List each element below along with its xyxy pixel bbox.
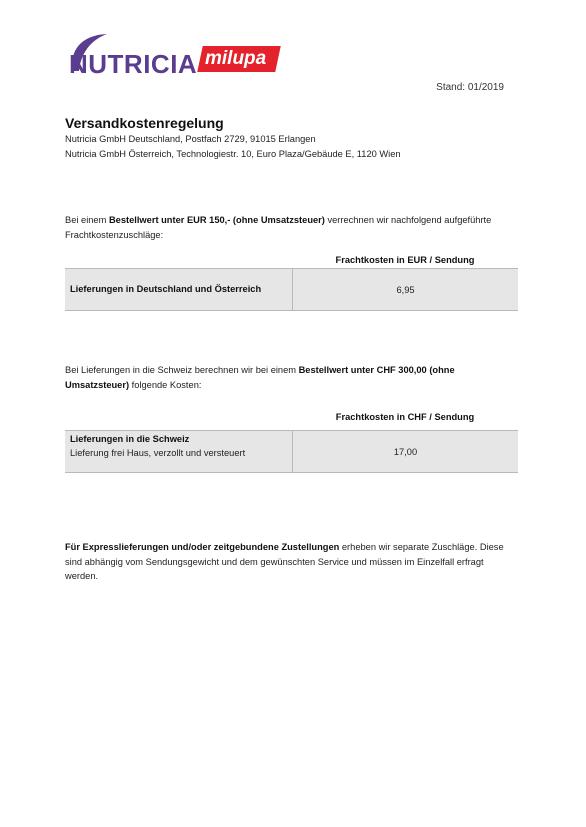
section3-bold: Für Expresslieferungen und/oder zeitgebundene Zustellungen	[65, 542, 340, 552]
section1-row-label: Lieferungen in Deutschland und Österreich	[70, 284, 262, 294]
section2-row-value: 17,00	[393, 446, 418, 457]
address-austria: Nutricia GmbH Österreich, Technologiestr. 10, Euro Plaza/Gebäude E, 1120 Wien	[65, 149, 401, 159]
section1-column-header: Frachtkosten in EUR / Sendung	[335, 255, 475, 265]
section3-express-note: Für Expresslieferungen und/oder zeitgebundene Zustellungen erheben wir separate Zuschläge. Diese sind abhängig vom Sendungsgewicht und dem gewünschten Service und müssen im Einzelfall erfragt werden.	[65, 542, 504, 581]
brand-logo	[67, 31, 282, 79]
section2-row-label: Lieferungen in die Schweiz	[70, 434, 190, 444]
section1-intro: Bei einem Bestellwert unter EUR 150,- (ohne Umsatzsteuer) verrechnen wir nachfolgend aufgeführte Frachtkostenzuschläge:	[65, 215, 492, 240]
section2-intro: Bei Lieferungen in die Schweiz berechnen wir bei einem Bestellwert unter CHF 300,00 (ohne Umsatzsteuer) folgende Kosten:	[65, 365, 455, 390]
milupa-logo-text: milupa	[205, 48, 267, 69]
section2-table	[65, 430, 518, 473]
nutricia-logo-text: NUTRICIA	[69, 49, 198, 79]
address-germany: Nutricia GmbH Deutschland, Postfach 2729, 91015 Erlangen	[65, 134, 316, 144]
section1-row-value: 6,95	[396, 284, 415, 295]
section2-row-label-cell	[65, 431, 293, 472]
page-title: Versandkostenregelung	[65, 115, 224, 131]
section1-intro-bold: Bestellwert unter EUR 150,- (ohne Umsatzsteuer)	[108, 215, 325, 225]
section2-column-header: Frachtkosten in CHF / Sendung	[335, 412, 475, 422]
section1-table	[65, 268, 518, 311]
section2-intro-bold: Bestellwert unter CHF 300,00 (ohne Umsatzsteuer)	[65, 365, 455, 390]
section1-row-label-cell	[65, 269, 293, 310]
document-date: Stand: 01/2019	[436, 82, 504, 93]
section2-row-sublabel: Lieferung frei Haus, verzollt und versteuert	[70, 448, 246, 458]
